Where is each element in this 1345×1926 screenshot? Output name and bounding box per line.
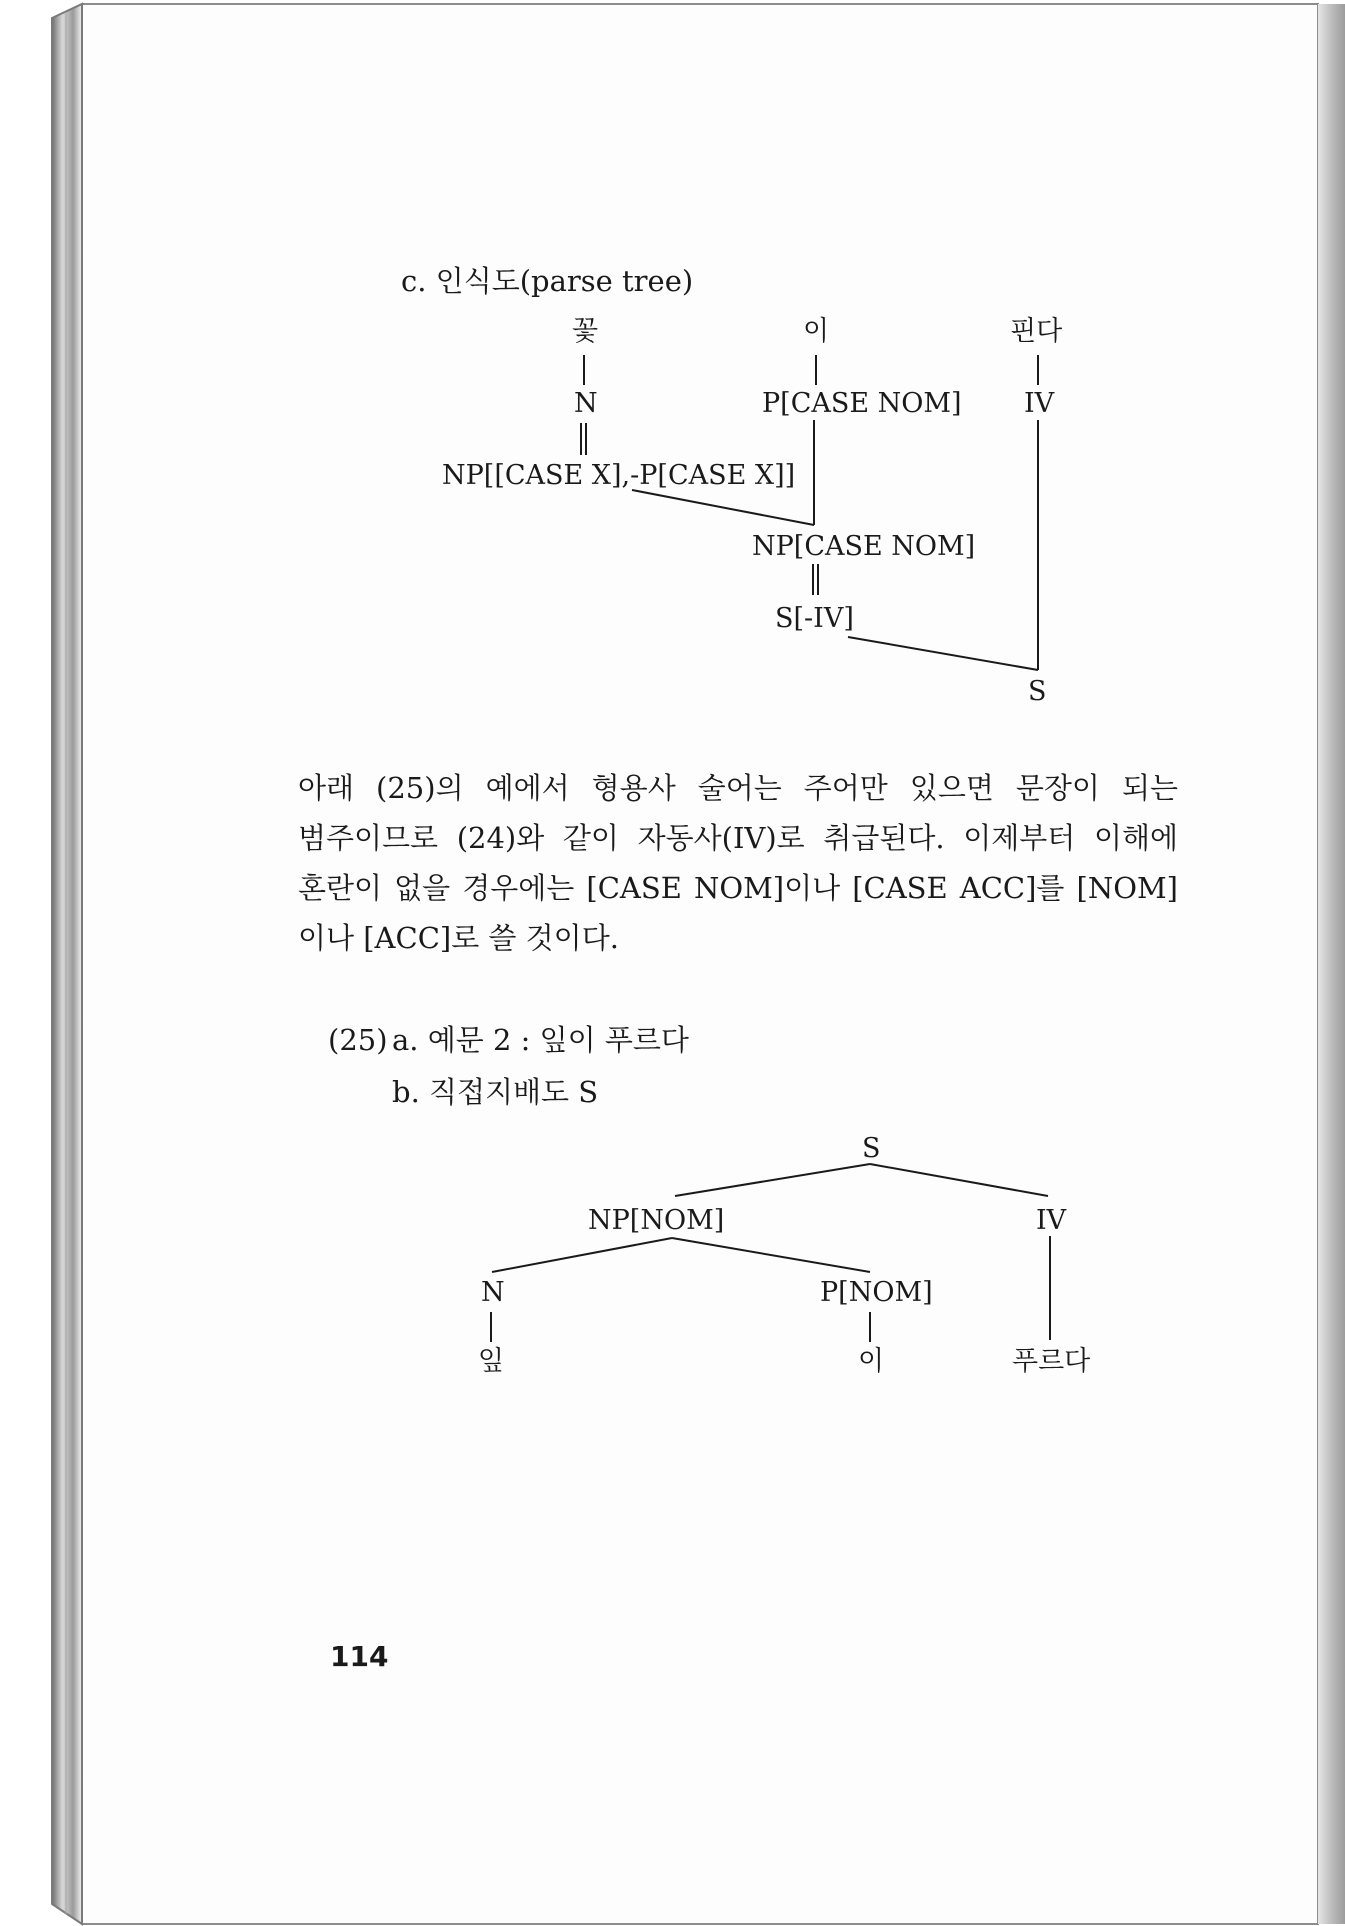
parse-np-nom: NP[CASE NOM] (752, 531, 976, 562)
dom-leaf-leaf: 잎 (478, 1346, 505, 1377)
paragraph-line-2: 범주이므로 (24)와 같이 자동사(IV)로 취급된다. 이제부터 이해에 (298, 821, 1178, 855)
paragraph-line-3: 혼란이 없을 경우에는 [CASE NOM]이나 [CASE ACC]를 [NOM] (298, 871, 1178, 905)
parse-cat-iv: IV (1024, 388, 1055, 419)
dom-root-s: S (862, 1133, 881, 1164)
dom-np-nom: NP[NOM] (588, 1205, 725, 1236)
example-line-a: a. 예문 2 : 잎이 푸르다 (392, 1023, 689, 1057)
parse-s-iv: S[-IV] (775, 603, 854, 634)
parse-np-functor: NP[[CASE X],-P[CASE X]] (442, 460, 796, 491)
paragraph-line-1: 아래 (25)의 예에서 형용사 술어는 주어만 있으면 문장이 되는 (298, 771, 1178, 805)
dom-iv: IV (1036, 1205, 1067, 1236)
dom-leaf-blue: 푸르다 (1012, 1346, 1091, 1377)
example-number: (25) (328, 1023, 388, 1057)
paragraph-line-4: 이나 [ACC]로 쓸 것이다. (298, 921, 619, 955)
example-line-b: b. 직접지배도 S (392, 1075, 599, 1109)
parse-cat-p: P[CASE NOM] (762, 388, 962, 419)
parse-word-bloom: 핀다 (1010, 316, 1063, 347)
parse-s-root: S (1028, 676, 1047, 707)
parse-word-particle: 이 (803, 316, 830, 347)
dom-p-nom: P[NOM] (820, 1277, 933, 1308)
page-number: 114 (330, 1640, 389, 1673)
parse-cat-n: N (574, 388, 598, 419)
parse-word-flower: 꽃 (572, 316, 599, 347)
parse-tree-heading: c. 인식도(parse tree) (401, 264, 694, 298)
dom-n: N (481, 1277, 505, 1308)
dom-leaf-particle: 이 (858, 1346, 885, 1377)
